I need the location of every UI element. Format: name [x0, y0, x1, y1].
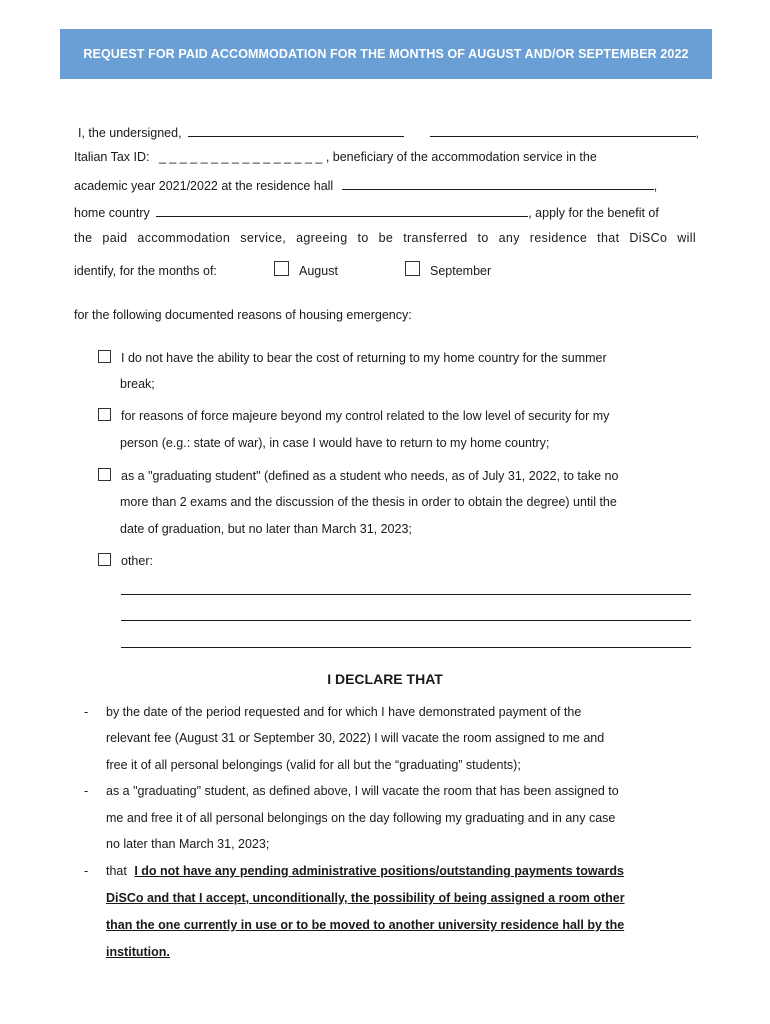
- home-country-label: home country: [74, 206, 150, 220]
- paid-service-line: the paid accommodation service, agreeing to be transferred to any residence that DiSCo will: [74, 231, 696, 245]
- declare-3-line-2: DiSCo and that I accept, unconditionally, the possibility of being assigned a room other: [106, 891, 625, 905]
- reason-3[interactable]: [98, 468, 618, 483]
- declare-1-line-1: by the date of the period requested and for which I have demonstrated payment of the: [106, 705, 582, 719]
- academic-year-text: academic year 2021/2022 at the residence hall: [74, 179, 334, 193]
- august-option[interactable]: [274, 261, 338, 278]
- reason-3-checkbox[interactable]: [98, 468, 111, 481]
- tax-id-line: [74, 150, 597, 164]
- other-line-3[interactable]: [121, 647, 691, 648]
- reason-2-text: for reasons of force majeure beyond my control related to the low level of security for my: [121, 409, 610, 423]
- bullet-1: -: [84, 705, 89, 719]
- beneficiary-text: , beneficiary of the accommodation service in the: [325, 150, 597, 164]
- bullet-3: -: [84, 864, 89, 878]
- declare-2-line-2: me and free it of all personal belongings on the day following my graduating and in any case: [106, 811, 616, 825]
- reason-other-label: other:: [121, 554, 153, 568]
- home-country-line: [74, 204, 659, 220]
- september-option[interactable]: [405, 261, 491, 278]
- surname-field[interactable]: [430, 124, 696, 137]
- reason-1[interactable]: [98, 350, 607, 365]
- declare-1-line-2: relevant fee (August 31 or September 30, 2022) I will vacate the room assigned to me and: [106, 731, 605, 745]
- declare-3-prefix: that: [106, 864, 127, 878]
- document-title: REQUEST FOR PAID ACCOMMODATION FOR THE MONTHS OF AUGUST AND/OR SEPTEMBER 2022: [83, 47, 689, 61]
- academic-year-line: academic year 2021/2022 at the residence hall ,: [74, 179, 658, 193]
- september-checkbox[interactable]: [405, 261, 420, 276]
- document-header: [60, 29, 712, 79]
- reason-2[interactable]: [98, 408, 609, 423]
- other-line-1[interactable]: [121, 594, 691, 595]
- reason-2-checkbox[interactable]: [98, 408, 111, 421]
- august-label: August: [299, 264, 338, 278]
- undersigned-label: I, the undersigned,: [78, 126, 182, 140]
- undersigned-line: I, the undersigned, ,: [78, 126, 699, 140]
- other-line-2[interactable]: [121, 620, 691, 621]
- reason-3-cont1: more than 2 exams and the discussion of the thesis in order to obtain the degree) until the: [120, 495, 617, 509]
- name-field[interactable]: [188, 124, 404, 137]
- bullet-2: -: [84, 784, 89, 798]
- reasons-intro: for the following documented reasons of housing emergency:: [74, 308, 412, 322]
- august-checkbox[interactable]: [274, 261, 289, 276]
- tax-id-field[interactable]: _ _ _ _ _ _ _ _ _ _ _ _ _ _ _ _: [159, 150, 323, 164]
- tax-id-label: Italian Tax ID:: [74, 150, 150, 164]
- declare-2-line-1: as a "graduating" student, as defined above, I will vacate the room that has been assigned to: [106, 784, 619, 798]
- apply-text: , apply for the benefit of: [528, 206, 659, 220]
- reason-1-cont: break;: [120, 377, 155, 391]
- declare-3-emphasis-1: I do not have any pending administrative positions/outstanding payments towards: [134, 864, 624, 878]
- declare-1-line-3: free it of all personal belongings (valid for all but the “graduating” students);: [106, 758, 521, 772]
- reason-1-text: I do not have the ability to bear the cost of returning to my home country for the summer: [121, 351, 607, 365]
- reason-3-text: as a "graduating student" (defined as a student who needs, as of July 31, 2022, to take no: [121, 469, 619, 483]
- declare-2-line-3: no later than March 31, 2023;: [106, 837, 270, 851]
- home-country-field[interactable]: [156, 204, 528, 217]
- declare-title: I DECLARE THAT: [327, 671, 443, 687]
- residence-hall-field[interactable]: [342, 177, 654, 190]
- reason-2-cont: person (e.g.: state of war), in case I would have to return to my home country;: [120, 436, 550, 450]
- reason-3-cont2: date of graduation, but no later than March 31, 2023;: [120, 522, 412, 536]
- declare-3-line-1: [106, 864, 624, 878]
- declare-3-line-4: institution.: [106, 945, 170, 959]
- reason-other-checkbox[interactable]: [98, 553, 111, 566]
- reason-other[interactable]: [98, 553, 153, 568]
- declare-3-line-3: than the one currently in use or to be moved to another university residence hall by the: [106, 918, 625, 932]
- reason-1-checkbox[interactable]: [98, 350, 111, 363]
- identify-text: identify, for the months of:: [74, 264, 217, 278]
- september-label: September: [430, 264, 492, 278]
